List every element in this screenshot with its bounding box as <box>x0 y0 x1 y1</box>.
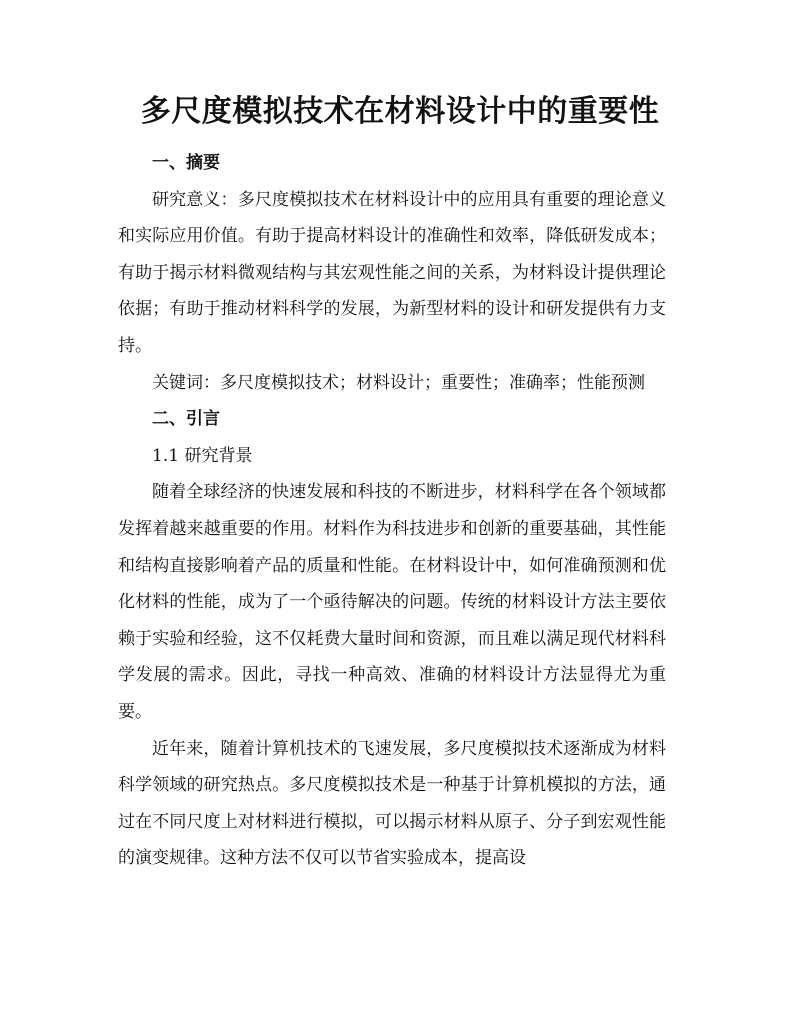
intro-heading: 二、引言 <box>152 409 220 430</box>
document-title: 多尺度模拟技术在材料设计中的重要性 <box>140 94 660 129</box>
background-paragraph-1: 随着全球经济的快速发展和科技的不断进步，材料科学在各个领域都发挥着越来越重要的作用。材料作为科技进步和创新的重要基础，其性能和结构直接影响着产品的质量和性能。在材料设计中，如何准确预测和优化材料的性能，成为了一个亟待解决的问题。传统的材料设计方法主要依赖于实验和经验，这不仅耗费大量时间和资源，而且难以满足现代材料科学发展的需求。因此，寻找一种高效、准确的材料设计方法显得尤为重要。 <box>118 482 666 722</box>
abstract-heading: 一、摘要 <box>152 153 220 173</box>
background-paragraph-2: 近年来，随着计算机技术的飞速发展，多尺度模拟技术逐渐成为材料科学领域的研究热点。多尺度模拟技术是一种基于计算机模拟的方法，通过在不同尺度上对材料进行模拟，可以揭示材料从原子、分子到宏观性能的演变规律。这种方法不仅可以节省实验成本，提高设 <box>118 738 666 869</box>
document-body <box>118 145 666 877</box>
background-subheading: 1.1 研究背景 <box>152 445 253 466</box>
keywords-paragraph: 关键词：多尺度模拟技术；材料设计；重要性；准确率；性能预测 <box>152 372 645 393</box>
abstract-paragraph: 研究意义：多尺度模拟技术在材料设计中的应用具有重要的理论意义和实际应用价值。有助于提高材料设计的准确性和效率，降低研发成本；有助于揭示材料微观结构与其宏观性能之间的关系，为材料设计提供理论依据；有助于推动材料科学的发展，为新型材料的设计和研发提供有力支持。 <box>118 189 666 356</box>
